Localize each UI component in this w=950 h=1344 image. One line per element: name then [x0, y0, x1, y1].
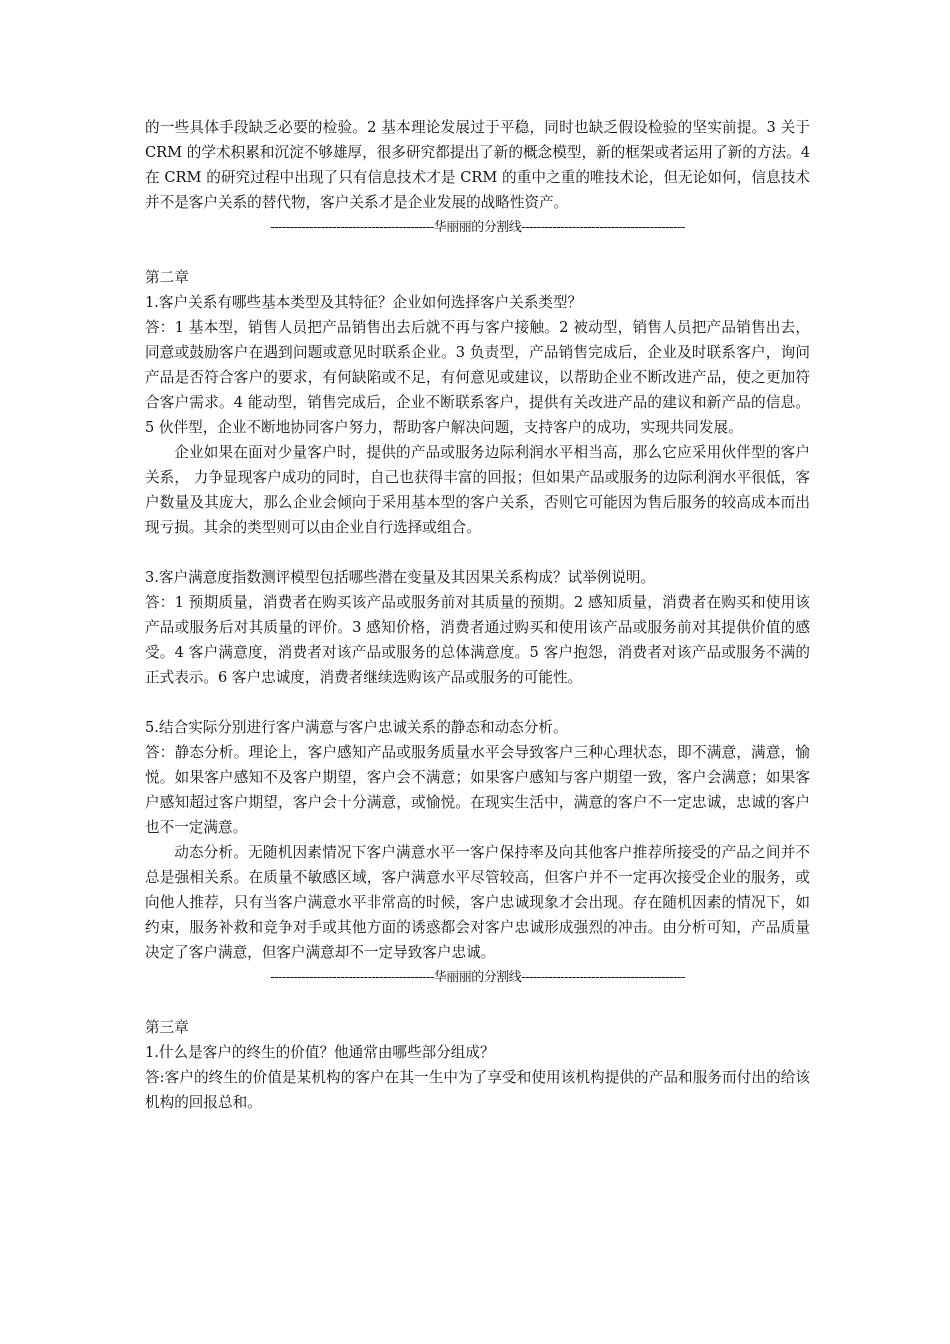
intro-paragraph: 的一些具体手段缺乏必要的检验。2 基本理论发展过于平稳，同时也缺乏假设检验的坚实前提。3 关于 CRM 的学术积累和沉淀不够雄厚，很多研究都提出了新的概念模型，新的框架或者运用了新的方法。4 在 CRM 的研究过程中出现了只有信息技术才是 CRM 的重中之重的唯技术论，但无论如何，信息技术并不是客户关系的替代物，客户关系才是企业发展的战略性资产。 [145, 119, 810, 211]
spacer [145, 990, 810, 1015]
question-text: 5.结合实际分别进行客户满意与客户忠诚关系的静态和动态分析。 [145, 719, 568, 736]
answer-text: 答:客户的终生的价值是某机构的客户在其一生中为了享受和使用该机构提供的产品和服务而付出的给该机构的回报总和。 [145, 1069, 810, 1111]
question-text: 3.客户满意度指数测评模型包括哪些潜在变量及其因果关系构成？试举例说明。 [145, 569, 656, 586]
document-page [145, 115, 810, 1115]
answer-paragraph: 动态分析。无随机因素情况下客户满意水平一客户保持率及向其他客户推荐所接受的产品之间并不总是强相关系。在质量不敏感区域，客户满意水平尽管较高，但客户并不一定再次接受企业的服务，或向他人推荐，只有当客户满意水平非常高的时候，客户忠诚现象才会出现。存在随机因素的情况下，如约束，服务补救和竞争对手或其他方面的诱惑都会对客户忠诚形成强烈的冲击。由分析可知，产品质量决定了客户满意，但客户满意却不一定导致客户忠诚。 [145, 844, 810, 961]
answer-paragraph: 企业如果在面对少量客户时，提供的产品或服务边际利润水平相当高，那么它应采用伙伴型的客户关系， 力争显现客户成功的同时，自己也获得丰富的回报；但如果产品或服务的边际利润水平很低，客户数量及其庞大，那么企业会倾向于采用基本型的客户关系，否则它可能因为售后服务的较高成本而出现亏损。其余的类型则可以由企业自行选择或组合。 [145, 444, 810, 536]
question-text: 1.什么是客户的终生的价值？他通常由哪些部分组成？ [145, 1044, 495, 1061]
spacer [145, 240, 810, 265]
question-text: 1.客户关系有哪些基本类型及其特征？企业如何选择客户关系类型？ [145, 294, 583, 311]
chapter-title: 第二章 [145, 269, 189, 286]
section-divider: ------------------------------------------华丽丽的分割线------------------------------------------ [270, 220, 685, 235]
answer-text: 答：静态分析。理论上，客户感知产品或服务质量水平会导致客户三种心理状态，即不满意，满意，愉悦。如果客户感知不及客户期望，客户会不满意；如果客户感知与客户期望一致，客户会满意；如果客户感知超过客户期望，客户会十分满意，或愉悦。在现实生活中，满意的客户不一定忠诚，忠诚的客户也不一定满意。 [145, 744, 810, 836]
spacer [145, 540, 810, 565]
answer-text: 答：1 基本型，销售人员把产品销售出去后就不再与客户接触。2 被动型，销售人员把产品销售出去，同意或鼓励客户在遇到问题或意见时联系企业。3 负责型，产品销售完成后，企业及时联系客户，询问产品是否符合客户的要求，有何缺陷或不足，有何意见或建议，以帮助企业不断改进产品，使之更加符合客户需求。4 能动型，销售完成后，企业不断联系客户，提供有关改进产品的建议和新产品的信息。5 伙伴型，企业不断地协同客户努力，帮助客户解决问题，支持客户的成功，实现共同发展。 [145, 319, 810, 436]
chapter-title: 第三章 [145, 1019, 189, 1036]
answer-text: 答：1 预期质量，消费者在购买该产品或服务前对其质量的预期。2 感知质量，消费者在购买和使用该产品或服务后对其质量的评价。3 感知价格，消费者通过购买和使用该产品或服务前对其提供价值的感受。4 客户满意度，消费者对该产品或服务的总体满意度。5 客户抱怨，消费者对该产品或服务不满的正式表示。6 客户忠诚度，消费者继续选购该产品或服务的可能性。 [145, 594, 810, 686]
spacer [145, 690, 810, 715]
section-divider: ------------------------------------------华丽丽的分割线------------------------------------------ [270, 970, 685, 985]
